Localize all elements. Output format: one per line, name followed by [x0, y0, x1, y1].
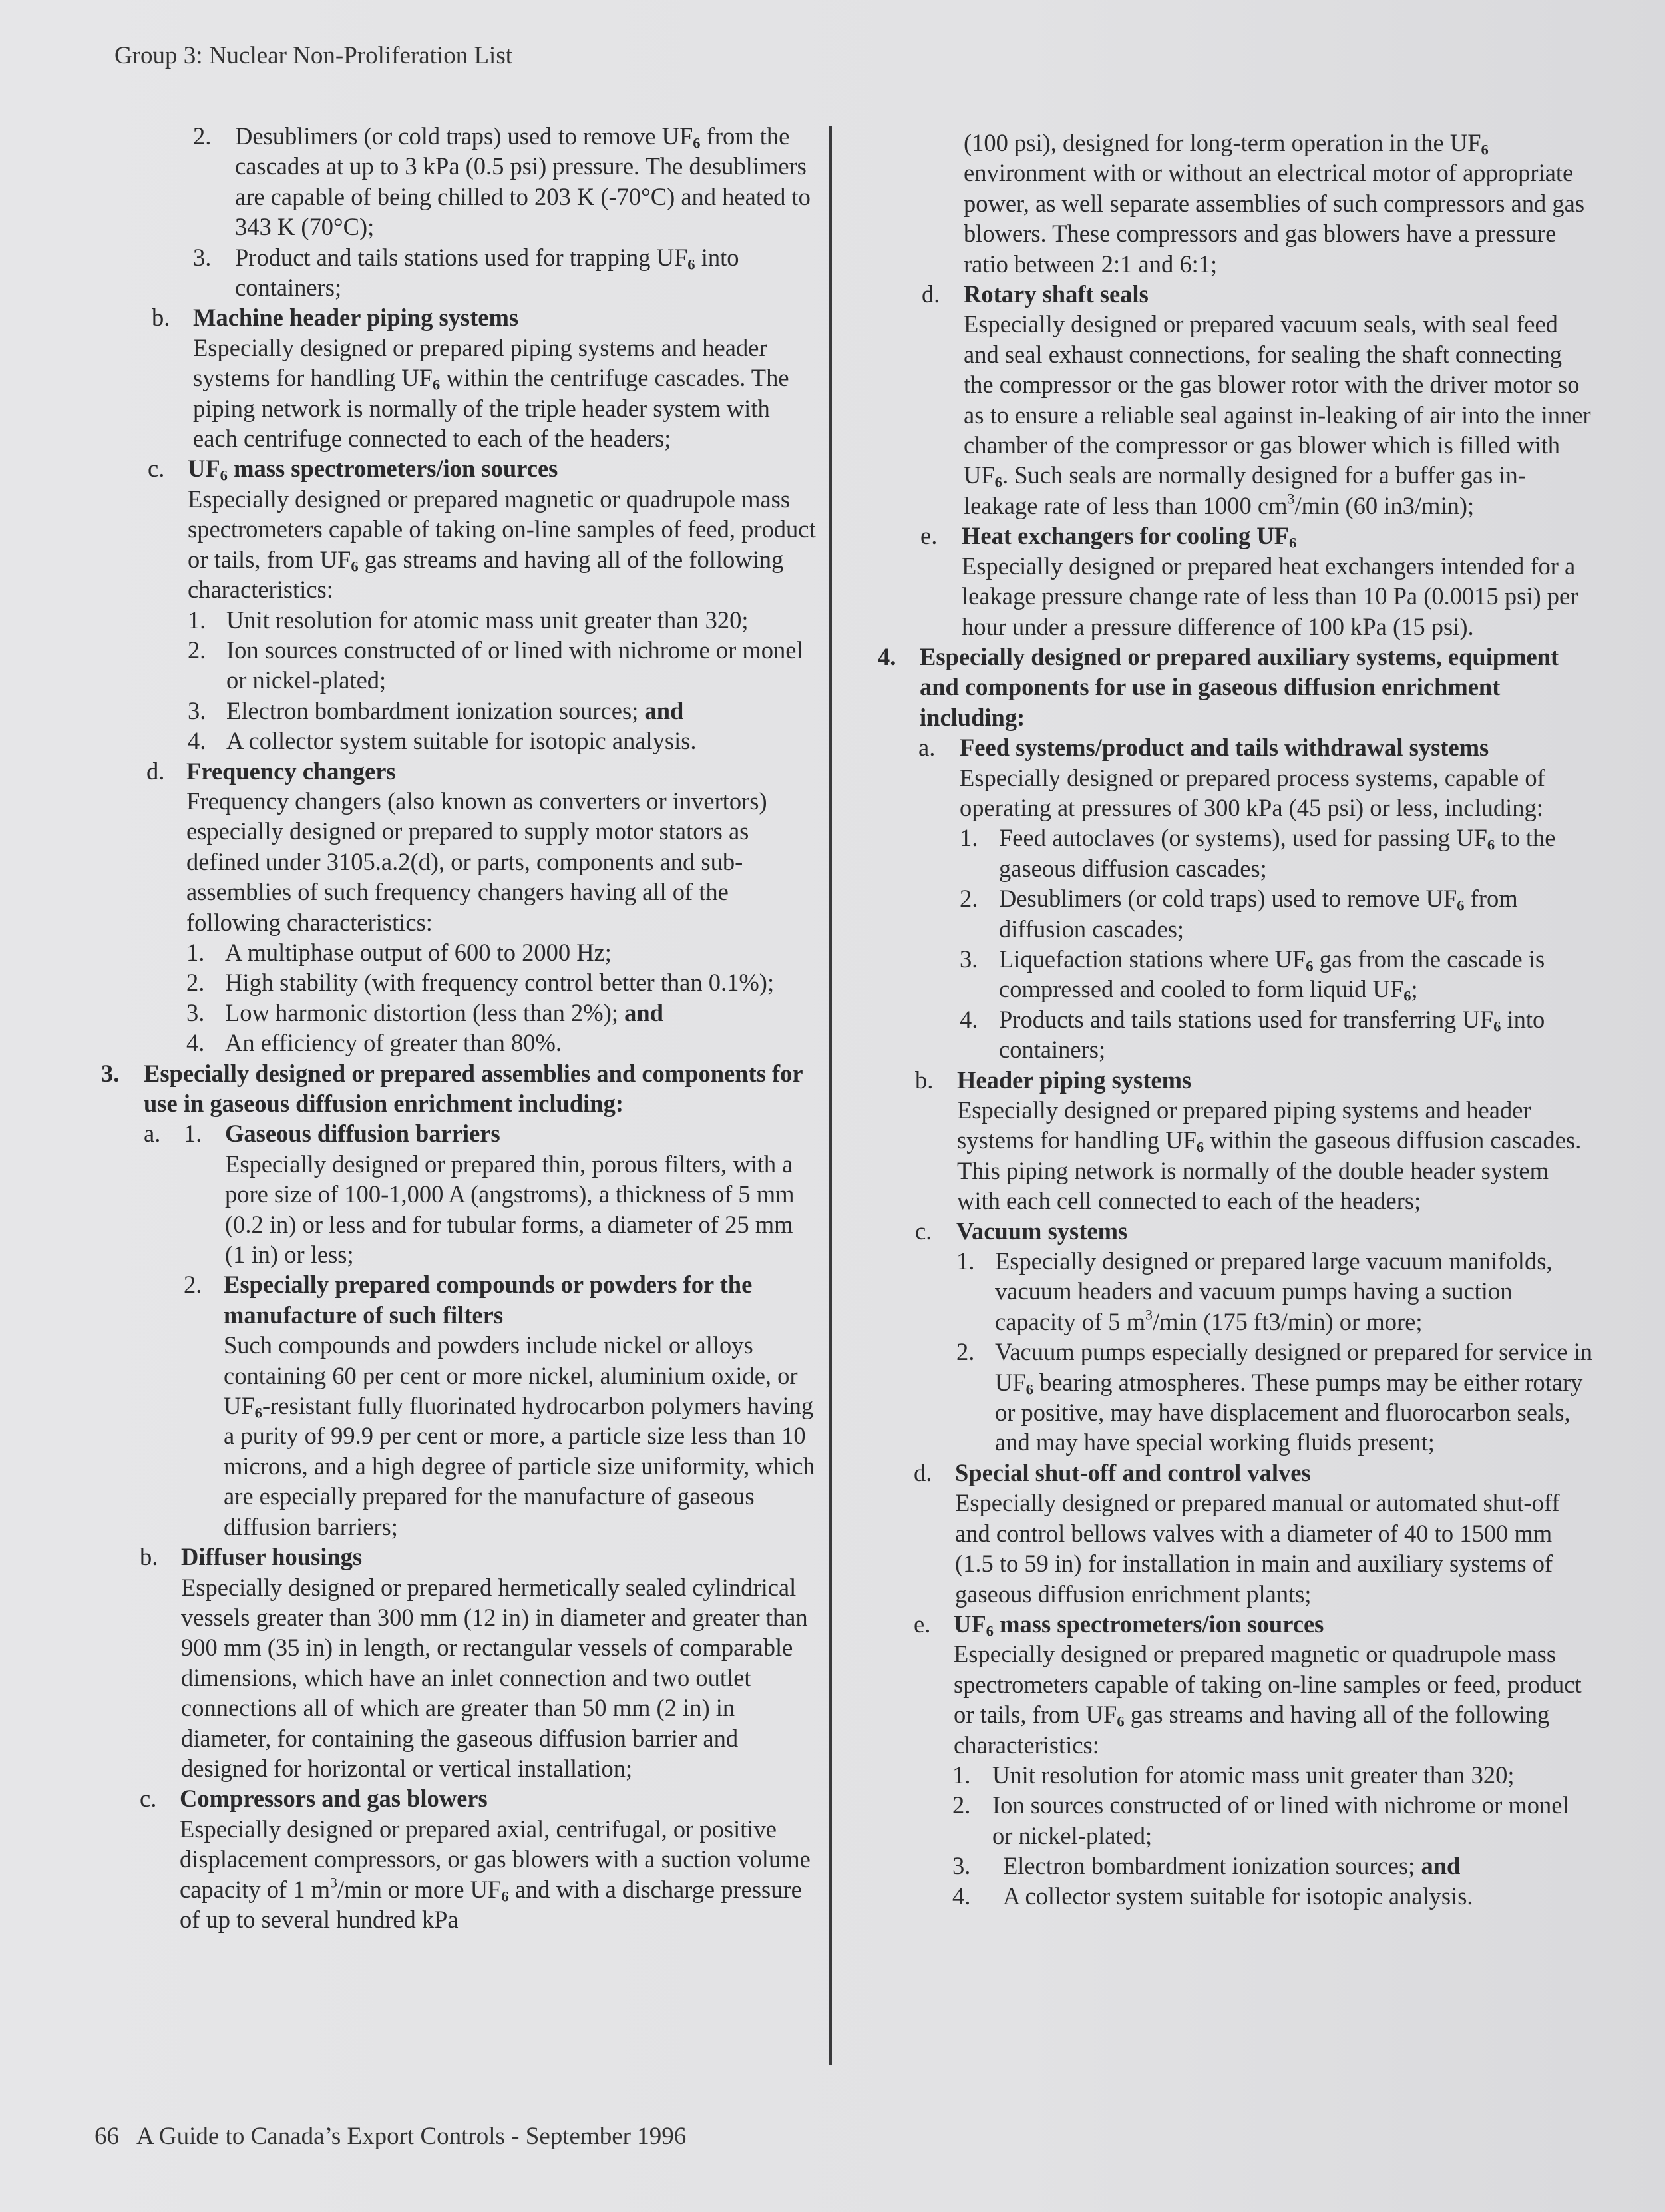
section-body: Especially designed or prepared thin, porous filters, with a pore size of 100-1,000 A (angstroms), a thickness of 5 mm (0.2 in) or less and for tubular forms, a diameter of 25 mm (1 in) or less;: [225, 1150, 795, 1269]
section-c-compressors: c. Compressors and gas blowers Especially designed or prepared axial, centrifugal, or positive displacement compressors, or gas blowers with a suction volume capacity of 1 $m^3/\min$ or more $UF_6$ and with a discharge pressure of up to several hundred kPa: [100, 1783, 819, 1934]
c-vacuum-list: [868, 1246, 1594, 1458]
section-e-heat: e. Heat exchangers for cooling $UF_6$ Especially designed or prepared heat exchangers intended for a leakage pressure change rate of less than 10 Pa (0.0015 psi) per hour under a pressure difference of 100 kPa (15 psi).: [868, 521, 1594, 642]
list-item: 2. Ion sources constructed of or lined with nichrome or monel or nickel-plated;: [952, 1791, 1569, 1849]
section-body: Especially designed or prepared heat exchangers intended for a leakage pressure change rate of less than 10 Pa (0.0015 psi) per hour under a pressure difference of 100 kPa (15 psi).: [962, 552, 1578, 640]
list-item: 1. A multiphase output of 600 to 2000 Hz;: [186, 938, 612, 966]
section-d-seals: d. Rotary shaft seals Especially designed or prepared vacuum seals, with seal feed and seal exhaust connections, for sealing the shaft connecting the compressor or the gas blower rotor with the driver motor so as to ensure a reliable seal against in-leaking of air into the inner chamber of the compressor or gas blower which is filled with $UF_6$. Such seals are normally designed for a buffer gas in-leakage rate of less than 1000 $cm^3/\min$ (60 in3/min);: [868, 279, 1594, 521]
section-heading: Rotary shaft seals: [964, 280, 1149, 308]
section-heading: Heat exchangers for cooling $UF_6$: [962, 522, 1297, 551]
publication-title: A Guide to Canada’s Export Controls - September 1996: [136, 2123, 687, 2150]
section-body: Such compounds and powders include nickel or alloys containing 60 per cent or more nickel, aluminium oxide, or $UF_6$-resistant fully fluorinated hydrocarbon polymers having a purity of 99.9 per cent or more, a particle size less than 10 microns, and a high degree of particle size uniformity, which are especially prepared for the manufacture of gaseous diffusion barriers;: [224, 1331, 815, 1540]
section-d-valves: d. Special shut-off and control valves Especially designed or prepared manual or automated shut-off and control bellows valves with a diameter of 40 to 1500 mm (1.5 to 59 in) for installation in main and auxiliary systems of gaseous diffusion enrichment plants;: [868, 1458, 1594, 1609]
section-b-header: b. Header piping systems Especially designed or prepared piping systems and header systems for handling $UF_6$ within the gaseous diffusion cascades. This piping network is normally of the double header system with each cell connected to each of the headers;: [868, 1065, 1594, 1216]
list-item: 3. Low harmonic distortion (less than 2%); and: [186, 998, 663, 1026]
section-4: 4. Especially designed or prepared auxiliary systems, equipment and components for use in gaseous diffusion enrichment including:: [878, 642, 1559, 731]
list-item: 1. Especially designed or prepared large vacuum manifolds, vacuum headers and vacuum pumps having a suction capacity of 5 $m^3/\min$ (175 ft3/min) or more;: [956, 1247, 1553, 1335]
section-d: d. Frequency changers Frequency changers (also known as converters or invertors) especially designed or prepared to supply motor stators as defined under 3105.a.2(d), or parts, components and sub-assemblies of such frequency changers having all of the following characteristics:: [100, 756, 819, 937]
page-footer: [94, 2122, 686, 2151]
page-number: 66: [94, 2123, 119, 2150]
section-e-mass: e. $UF_6$ mass spectrometers/ion sources Especially designed or prepared magnetic or quadrupole mass spectrometers capable of taking on-line samples or feed, product or tails, from $UF_6$ gas streams and having all of the following characteristics:: [868, 1609, 1594, 1760]
list-item: 4. An efficiency of greater than 80%.: [186, 1029, 562, 1057]
section-heading: $UF_6$ mass spectrometers/ion sources: [188, 455, 558, 485]
section-body: Especially designed or prepared magnetic or quadrupole mass spectrometers capable of taking on-line samples or feed, product or tails, from $UF_6$ gas streams and having all of the following characteristics:: [954, 1640, 1582, 1759]
section-heading: Vacuum systems: [956, 1217, 1128, 1245]
section-c-vacuum: c. Vacuum systems: [915, 1217, 1128, 1245]
list-item: 2. Vacuum pumps especially designed or prepared for service in $UF_6$ bearing atmospheres. These pumps may be either rotary or positive, may have displacement and fluorocarbon seals, and may have special working fluids present;: [956, 1338, 1592, 1456]
list-item: 1. Unit resolution for atomic mass unit greater than 320;: [188, 606, 749, 634]
section-heading: Feed systems/product and tails withdrawal systems: [960, 734, 1489, 762]
list-item-text: Product and tails stations used for trapping $UF_6$ into containers;: [235, 243, 739, 302]
list-item: 2. High stability (with frequency control better than 0.1%);: [186, 969, 775, 996]
left-column: [100, 121, 819, 1934]
e-list: [868, 1760, 1594, 1911]
section-heading: Header piping systems: [957, 1066, 1192, 1094]
section-heading: $UF_6$ mass spectrometers/ion sources: [954, 1610, 1324, 1640]
list-item: 3. Electron bombardment ionization sources; and: [188, 696, 684, 724]
subsection-a1: a. 1. Gaseous diffusion barriers Especially designed or prepared thin, porous filters, with a pore size of 100-1,000 A (angstroms), a thickness of 5 mm (0.2 in) or less and for tubular forms, a diameter of 25 mm (1 in) or less;: [100, 1118, 819, 1269]
section-heading: Diffuser housings: [181, 1543, 363, 1571]
section-body: Especially designed or prepared process systems, capable of operating at pressures of 300 kPa (45 psi) or less, including:: [960, 764, 1545, 821]
continued-body: (100 psi), designed for long-term operation in the $UF_6$ environment with or without an electrical motor of appropriate power, as well separate assemblies of such compressors and gas blowers. These compressors and gas blowers have a pressure ratio between 2:1 and 6:1;: [964, 129, 1585, 278]
section-body: Especially designed or prepared vacuum seals, with seal feed and seal exhaust connections, for sealing the shaft connecting the compressor or the gas blower rotor with the driver motor so as to ensure a reliable seal against in-leaking of air into the inner chamber of the compressor or gas blower which is filled with $UF_6$. Such seals are normally designed for a buffer gas in-leakage rate of less than 1000 $cm^3/\min$ (60 in3/min);: [964, 310, 1591, 519]
section-c: c. $UF_6$ mass spectrometers/ion sources Especially designed or prepared magnetic or quadrupole mass spectrometers capable of taking on-line samples of feed, product or tails, from $UF_6$ gas streams and having all of the following characteristics:: [100, 453, 819, 604]
list-item: 2. Desublimers (or cold traps) used to remove $UF_6$ from diffusion cascades;: [960, 885, 1518, 943]
section-heading: Especially designed or prepared auxiliary systems, equipment and components for use in gaseous diffusion enrichment including:: [920, 642, 1559, 731]
section-heading: Gaseous diffusion barriers: [225, 1120, 500, 1148]
d-list: [100, 937, 819, 1058]
section-body: Especially designed or prepared piping systems and header systems for handling $UF_6$ within the centrifuge cascades. The piping network is normally of the triple header system with each centrifuge connected to each of the headers;: [193, 333, 789, 453]
section-b-housings: b. Diffuser housings Especially designed or prepared hermetically sealed cylindrical vessels greater than 300 mm (12 in) in diameter and greater than 900 mm (35 in) in length, or rectangular vessels of comparable dimensions, which have an inlet connection and two outlet connections all of which are greater than 50 mm (2 in) in diameter, for containing the gaseous diffusion barrier and designed for horizontal or vertical installation;: [100, 1542, 819, 1783]
subsection-a2: 2. Especially prepared compounds or powders for the manufacture of such filters Such compounds and powders include nickel or alloys containing 60 per cent or more nickel, aluminium oxide, or $UF_6$-resistant fully fluorinated hydrocarbon polymers having a purity of 99.9 per cent or more, a particle size less than 10 microns, and a high degree of particle size uniformity, which are especially prepared for the manufacture of gaseous diffusion barriers;: [100, 1269, 819, 1542]
running-header: Group 3: Nuclear Non-Proliferation List: [114, 42, 513, 69]
list-item: 2. Desublimers (or cold traps) used to remove $UF_6$ from the cascades at up to 3 kPa (0.5 psi) pressure. The desublimers are capable of being chilled to 203 K (-70°C) and heated to 343 K (70°C);: [100, 121, 819, 242]
list-item: 2. Ion sources constructed of or lined with nichrome or monel or nickel-plated;: [188, 636, 803, 694]
section-body: Especially designed or prepared manual or automated shut-off and control bellows valves with a diameter of 40 to 1500 mm (1.5 to 59 in) for installation in main and auxiliary systems of gaseous diffusion enrichment plants;: [955, 1489, 1560, 1608]
section-heading: Especially prepared compounds or powders for the manufacture of such filters: [224, 1271, 753, 1329]
c-list: [100, 605, 819, 756]
list-item: 3. Liquefaction stations where $UF_6$ gas from the cascade is compressed and cooled to form liquid $UF_6$;: [960, 945, 1545, 1005]
section-heading: Especially designed or prepared assemblies and components for use in gaseous diffusion enrichment including:: [144, 1059, 803, 1117]
section-body: Especially designed or prepared hermetically sealed cylindrical vessels greater than 300 mm (12 in) in diameter and greater than 900 mm (35 in) in length, or rectangular vessels of comparable dimensions, which have an inlet connection and two outlet connections all of which are greater than 50 mm (2 in) in diameter, for containing the gaseous diffusion barrier and designed for horizontal or vertical installation;: [181, 1573, 808, 1782]
section-body: Especially designed or prepared axial, centrifugal, or positive displacement compressors, or gas blowers with a suction volume capacity of 1 $m^3/\min$ or more $UF_6$ and with a discharge pressure of up to several hundred kPa: [180, 1815, 811, 1933]
section-a-feed: a. Feed systems/product and tails withdrawal systems Especially designed or prepared process systems, capable of operating at pressures of 300 kPa (45 psi) or less, including:: [868, 732, 1594, 823]
section-body: Frequency changers (also known as converters or invertors) especially designed or prepared to supply motor stators as defined under 3105.a.2(d), or parts, components and sub-assemblies of such frequency changers having all of the following characteristics:: [186, 787, 767, 936]
right-column: [868, 128, 1594, 1911]
section-heading: Machine header piping systems: [193, 304, 519, 332]
list-item: 3. Electron bombardment ionization sources; and: [952, 1852, 1461, 1880]
column-divider: [829, 126, 832, 2065]
list-item: 4. A collector system suitable for isotopic analysis.: [952, 1882, 1473, 1910]
section-3: 3. Especially designed or prepared assemblies and components for use in gaseous diffusion enrichment including:: [101, 1059, 803, 1117]
list-item: 3. Product and tails stations used for trapping $UF_6$ into containers;: [100, 242, 819, 303]
section-body: Especially designed or prepared piping systems and header systems for handling $UF_6$ within the gaseous diffusion cascades. This piping network is normally of the double header system with each cell connected to each of the headers;: [957, 1096, 1582, 1215]
section-heading: Frequency changers: [186, 757, 396, 785]
list-item: 4. Products and tails stations used for transferring $UF_6$ into containers;: [960, 1005, 1545, 1064]
section-b: b. Machine header piping systems Especially designed or prepared piping systems and header systems for handling $UF_6$ within the centrifuge cascades. The piping network is normally of the triple header system with each centrifuge connected to each of the headers;: [100, 302, 819, 453]
a-list: [868, 823, 1594, 1064]
section-heading: Compressors and gas blowers: [180, 1785, 488, 1813]
section-body: Especially designed or prepared magnetic or quadrupole mass spectrometers capable of taking on-line samples of feed, product or tails, from $UF_6$ gas streams and having all of the following characteristics:: [188, 485, 816, 604]
list-item-text: Desublimers (or cold traps) used to remove $UF_6$ from the cascades at up to 3 kPa (0.5 psi) pressure. The desublimers are capable of being chilled to 203 K (-70°C) and heated to 343 K (70°C);: [235, 122, 811, 241]
section-heading: Special shut-off and control valves: [955, 1458, 1311, 1486]
list-item: 1. Feed autoclaves (or systems), used for passing $UF_6$ to the gaseous diffusion cascades;: [960, 824, 1556, 882]
list-item: 4. A collector system suitable for isotopic analysis.: [188, 727, 697, 755]
list-item: 1. Unit resolution for atomic mass unit greater than 320;: [952, 1761, 1515, 1789]
